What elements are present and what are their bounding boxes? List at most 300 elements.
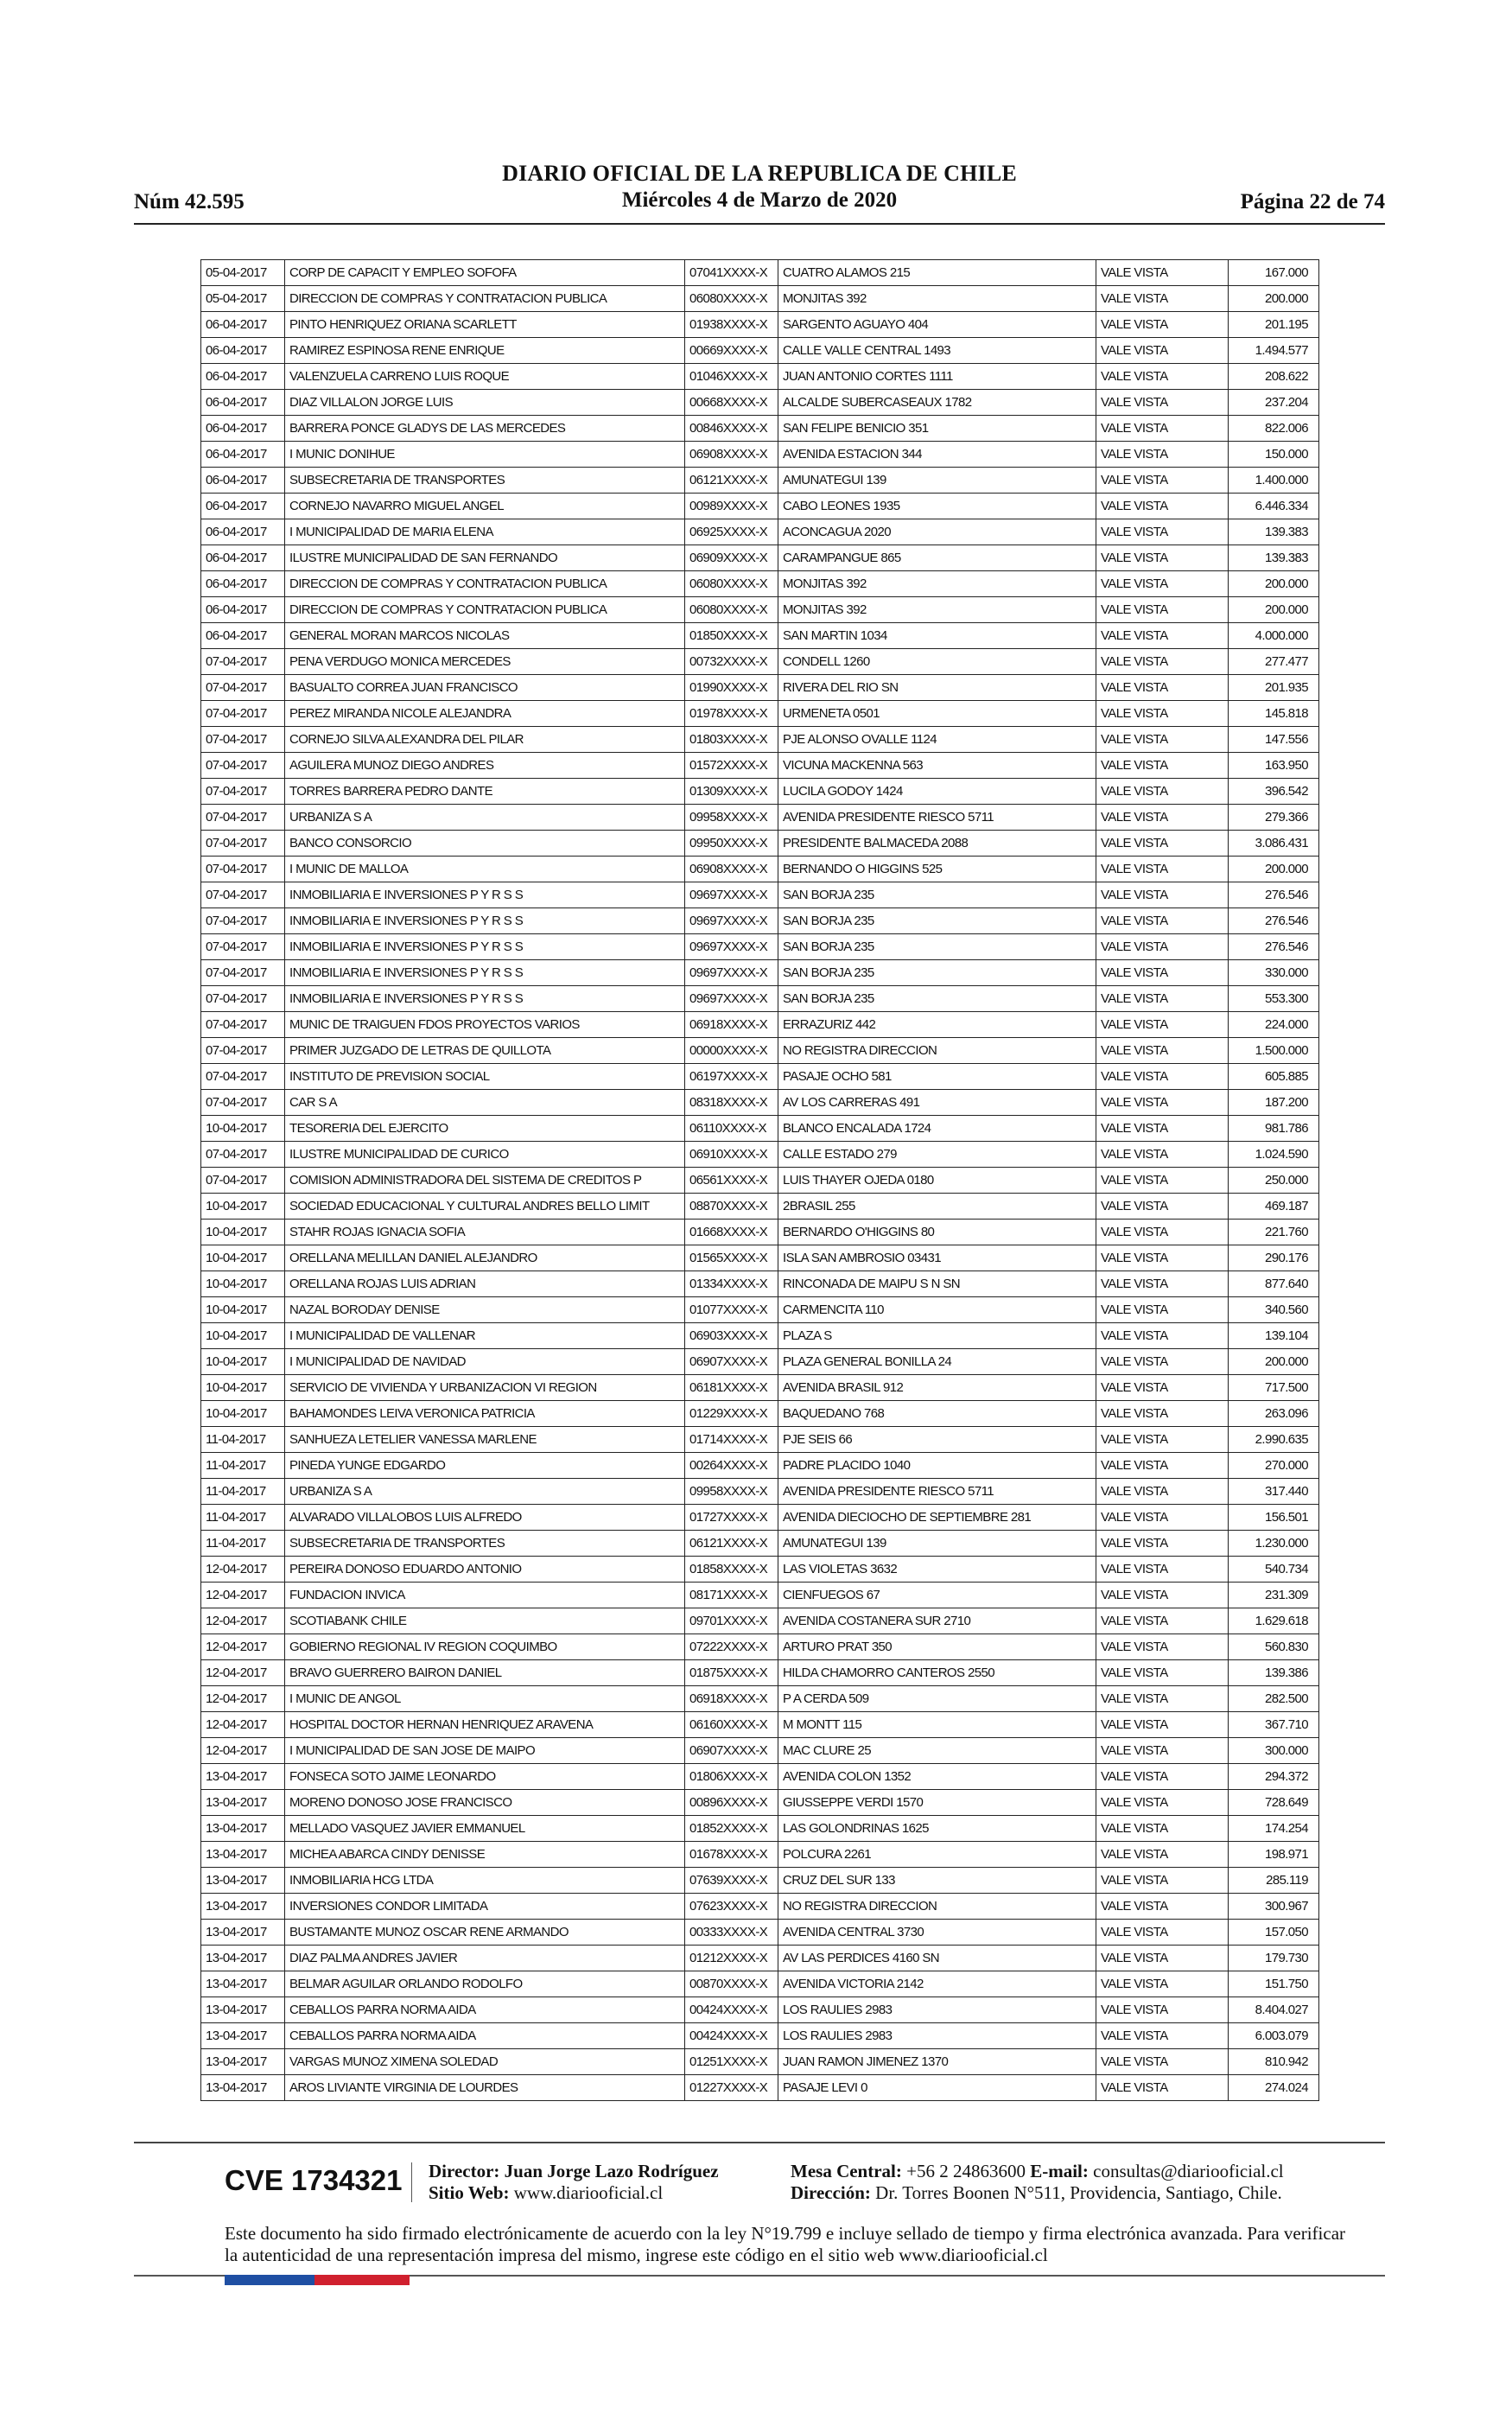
address-cell: SAN BORJA 235	[778, 908, 1096, 934]
instrument-cell: VALE VISTA	[1096, 1505, 1229, 1531]
table-row	[201, 1842, 1319, 1868]
cve-code: CVE 1734321	[225, 2164, 403, 2196]
instrument-cell: VALE VISTA	[1096, 545, 1229, 571]
address-cell: BLANCO ENCALADA 1724	[778, 1116, 1096, 1142]
instrument-cell: VALE VISTA	[1096, 1297, 1229, 1323]
table-row	[201, 468, 1319, 494]
name-cell: I MUNICIPALIDAD DE MARIA ELENA	[285, 519, 685, 545]
amount-cell: 1.024.590	[1229, 1142, 1319, 1168]
rut-cell: 01229XXXX-X	[685, 1401, 778, 1427]
name-cell: CORNEJO SILVA ALEXANDRA DEL PILAR	[285, 727, 685, 753]
table-row	[201, 960, 1319, 986]
table-row	[201, 1220, 1319, 1245]
name-cell: INMOBILIARIA E INVERSIONES P Y R S S	[285, 960, 685, 986]
address-label: Dirección:	[791, 2182, 871, 2203]
instrument-cell: VALE VISTA	[1096, 1583, 1229, 1608]
name-cell: PRIMER JUZGADO DE LETRAS DE QUILLOTA	[285, 1038, 685, 1064]
date-cell: 07-04-2017	[201, 727, 285, 753]
table-row	[201, 1090, 1319, 1116]
name-cell: MICHEA ABARCA CINDY DENISSE	[285, 1842, 685, 1868]
rut-cell: 09958XXXX-X	[685, 1479, 778, 1505]
amount-cell: 276.546	[1229, 908, 1319, 934]
date-cell: 07-04-2017	[201, 753, 285, 779]
address-cell: 2BRASIL 255	[778, 1194, 1096, 1220]
address-cell: SAN FELIPE BENICIO 351	[778, 416, 1096, 442]
contact-block	[791, 2161, 1284, 2204]
amount-cell: 237.204	[1229, 390, 1319, 416]
address-cell: MONJITAS 392	[778, 571, 1096, 597]
table-row	[201, 260, 1319, 286]
instrument-cell: VALE VISTA	[1096, 494, 1229, 519]
name-cell: SERVICIO DE VIVIENDA Y URBANIZACION VI REGION	[285, 1375, 685, 1401]
table-row	[201, 519, 1319, 545]
table-row	[201, 1479, 1319, 1505]
name-cell: SOCIEDAD EDUCACIONAL Y CULTURAL ANDRES BELLO LIMIT	[285, 1194, 685, 1220]
name-cell: MUNIC DE TRAIGUEN FDOS PROYECTOS VARIOS	[285, 1012, 685, 1038]
date-cell: 07-04-2017	[201, 1168, 285, 1194]
name-cell: ILUSTRE MUNICIPALIDAD DE CURICO	[285, 1142, 685, 1168]
address-cell: CALLE VALLE CENTRAL 1493	[778, 338, 1096, 364]
date-cell: 10-04-2017	[201, 1297, 285, 1323]
amount-cell: 157.050	[1229, 1920, 1319, 1946]
amount-cell: 6.003.079	[1229, 2023, 1319, 2049]
table-row	[201, 934, 1319, 960]
instrument-cell: VALE VISTA	[1096, 1790, 1229, 1816]
rut-cell: 06080XXXX-X	[685, 597, 778, 623]
instrument-cell: VALE VISTA	[1096, 2023, 1229, 2049]
table-row	[201, 1116, 1319, 1142]
address-cell: CUATRO ALAMOS 215	[778, 260, 1096, 286]
date-cell: 06-04-2017	[201, 545, 285, 571]
amount-cell: 396.542	[1229, 779, 1319, 805]
instrument-cell: VALE VISTA	[1096, 1064, 1229, 1090]
amount-cell: 276.546	[1229, 882, 1319, 908]
instrument-cell: VALE VISTA	[1096, 675, 1229, 701]
address-cell: AVENIDA VICTORIA 2142	[778, 1971, 1096, 1997]
table-row	[201, 1297, 1319, 1323]
instrument-cell: VALE VISTA	[1096, 1038, 1229, 1064]
instrument-cell: VALE VISTA	[1096, 597, 1229, 623]
instrument-cell: VALE VISTA	[1096, 1323, 1229, 1349]
name-cell: VALENZUELA CARRENO LUIS ROQUE	[285, 364, 685, 390]
rut-cell: 00668XXXX-X	[685, 390, 778, 416]
instrument-cell: VALE VISTA	[1096, 519, 1229, 545]
amount-cell: 6.446.334	[1229, 494, 1319, 519]
date-cell: 13-04-2017	[201, 1868, 285, 1894]
amount-cell: 300.000	[1229, 1738, 1319, 1764]
amount-cell: 156.501	[1229, 1505, 1319, 1531]
name-cell: PEREIRA DONOSO EDUARDO ANTONIO	[285, 1557, 685, 1583]
name-cell: PEREZ MIRANDA NICOLE ALEJANDRA	[285, 701, 685, 727]
address-cell: CARAMPANGUE 865	[778, 545, 1096, 571]
rut-cell: 01212XXXX-X	[685, 1946, 778, 1971]
amount-cell: 1.494.577	[1229, 338, 1319, 364]
address-cell: PRESIDENTE BALMACEDA 2088	[778, 831, 1096, 857]
amount-cell: 279.366	[1229, 805, 1319, 831]
rut-cell: 01727XXXX-X	[685, 1505, 778, 1531]
flag-bar-red	[314, 2275, 410, 2285]
table-row	[201, 597, 1319, 623]
instrument-cell: VALE VISTA	[1096, 2049, 1229, 2075]
rut-cell: 08171XXXX-X	[685, 1583, 778, 1608]
table-row	[201, 494, 1319, 519]
date-cell: 07-04-2017	[201, 1142, 285, 1168]
date-cell: 13-04-2017	[201, 1920, 285, 1946]
rut-cell: 01309XXXX-X	[685, 779, 778, 805]
amount-cell: 810.942	[1229, 2049, 1319, 2075]
amount-cell: 200.000	[1229, 286, 1319, 312]
amount-cell: 717.500	[1229, 1375, 1319, 1401]
address-cell: JUAN RAMON JIMENEZ 1370	[778, 2049, 1096, 2075]
instrument-cell: VALE VISTA	[1096, 882, 1229, 908]
table-row	[201, 1634, 1319, 1660]
address-cell: MAC CLURE 25	[778, 1738, 1096, 1764]
rut-cell: 01978XXXX-X	[685, 701, 778, 727]
name-cell: SCOTIABANK CHILE	[285, 1608, 685, 1634]
address-cell: ACONCAGUA 2020	[778, 519, 1096, 545]
amount-cell: 3.086.431	[1229, 831, 1319, 857]
date-cell: 07-04-2017	[201, 857, 285, 882]
instrument-cell: VALE VISTA	[1096, 779, 1229, 805]
table-row	[201, 701, 1319, 727]
amount-cell: 8.404.027	[1229, 1997, 1319, 2023]
name-cell: GENERAL MORAN MARCOS NICOLAS	[285, 623, 685, 649]
name-cell: INMOBILIARIA E INVERSIONES P Y R S S	[285, 882, 685, 908]
name-cell: GOBIERNO REGIONAL IV REGION COQUIMBO	[285, 1634, 685, 1660]
address-cell: CRUZ DEL SUR 133	[778, 1868, 1096, 1894]
table-row	[201, 312, 1319, 338]
amount-cell: 208.622	[1229, 364, 1319, 390]
address-cell: URMENETA 0501	[778, 701, 1096, 727]
address-cell: M MONTT 115	[778, 1712, 1096, 1738]
name-cell: SUBSECRETARIA DE TRANSPORTES	[285, 468, 685, 494]
date-cell: 12-04-2017	[201, 1712, 285, 1738]
publication-title: DIARIO OFICIAL DE LA REPUBLICA DE CHILE	[502, 161, 1017, 186]
date-cell: 10-04-2017	[201, 1220, 285, 1245]
rut-cell: 09697XXXX-X	[685, 986, 778, 1012]
name-cell: BANCO CONSORCIO	[285, 831, 685, 857]
rut-cell: 06160XXXX-X	[685, 1712, 778, 1738]
rut-cell: 00424XXXX-X	[685, 2023, 778, 2049]
amount-cell: 605.885	[1229, 1064, 1319, 1090]
table-row	[201, 1349, 1319, 1375]
table-row	[201, 1453, 1319, 1479]
amount-cell: 877.640	[1229, 1271, 1319, 1297]
table-row	[201, 805, 1319, 831]
rut-cell: 00264XXXX-X	[685, 1453, 778, 1479]
table-row	[201, 1323, 1319, 1349]
table-row	[201, 1505, 1319, 1531]
director-block	[429, 2161, 719, 2204]
rut-cell: 01227XXXX-X	[685, 2075, 778, 2101]
instrument-cell: VALE VISTA	[1096, 286, 1229, 312]
rut-cell: 01714XXXX-X	[685, 1427, 778, 1453]
date-cell: 13-04-2017	[201, 1894, 285, 1920]
date-cell: 10-04-2017	[201, 1245, 285, 1271]
name-cell: HOSPITAL DOCTOR HERNAN HENRIQUEZ ARAVENA	[285, 1712, 685, 1738]
name-cell: DIRECCION DE COMPRAS Y CONTRATACION PUBLICA	[285, 597, 685, 623]
address-cell: PLAZA GENERAL BONILLA 24	[778, 1349, 1096, 1375]
name-cell: MELLADO VASQUEZ JAVIER EMMANUEL	[285, 1816, 685, 1842]
name-cell: INMOBILIARIA E INVERSIONES P Y R S S	[285, 908, 685, 934]
date-cell: 07-04-2017	[201, 934, 285, 960]
table-row	[201, 1971, 1319, 1997]
rut-cell: 00870XXXX-X	[685, 1971, 778, 1997]
name-cell: AGUILERA MUNOZ DIEGO ANDRES	[285, 753, 685, 779]
instrument-cell: VALE VISTA	[1096, 390, 1229, 416]
address-cell: PJE SEIS 66	[778, 1427, 1096, 1453]
rut-cell: 00424XXXX-X	[685, 1997, 778, 2023]
date-cell: 07-04-2017	[201, 675, 285, 701]
instrument-cell: VALE VISTA	[1096, 1375, 1229, 1401]
table-row	[201, 364, 1319, 390]
rut-cell: 09697XXXX-X	[685, 934, 778, 960]
address-cell: AV LOS CARRERAS 491	[778, 1090, 1096, 1116]
amount-cell: 560.830	[1229, 1634, 1319, 1660]
instrument-cell: VALE VISTA	[1096, 1168, 1229, 1194]
address-cell: NO REGISTRA DIRECCION	[778, 1894, 1096, 1920]
instrument-cell: VALE VISTA	[1096, 364, 1229, 390]
rut-cell: 06110XXXX-X	[685, 1116, 778, 1142]
instrument-cell: VALE VISTA	[1096, 960, 1229, 986]
rut-cell: 06910XXXX-X	[685, 1142, 778, 1168]
instrument-cell: VALE VISTA	[1096, 805, 1229, 831]
table-row	[201, 649, 1319, 675]
name-cell: I MUNIC DE ANGOL	[285, 1686, 685, 1712]
name-cell: INSTITUTO DE PREVISION SOCIAL	[285, 1064, 685, 1090]
name-cell: CEBALLOS PARRA NORMA AIDA	[285, 2023, 685, 2049]
date-cell: 06-04-2017	[201, 390, 285, 416]
table-row	[201, 986, 1319, 1012]
table-row	[201, 571, 1319, 597]
amount-cell: 221.760	[1229, 1220, 1319, 1245]
table-row	[201, 338, 1319, 364]
name-cell: I MUNICIPALIDAD DE SAN JOSE DE MAIPO	[285, 1738, 685, 1764]
name-cell: PINTO HENRIQUEZ ORIANA SCARLETT	[285, 312, 685, 338]
table-row	[201, 1427, 1319, 1453]
instrument-cell: VALE VISTA	[1096, 649, 1229, 675]
rut-cell: 01678XXXX-X	[685, 1842, 778, 1868]
amount-cell: 2.990.635	[1229, 1427, 1319, 1453]
instrument-cell: VALE VISTA	[1096, 1816, 1229, 1842]
date-cell: 07-04-2017	[201, 1012, 285, 1038]
instrument-cell: VALE VISTA	[1096, 442, 1229, 468]
rut-cell: 06181XXXX-X	[685, 1375, 778, 1401]
amount-cell: 201.195	[1229, 312, 1319, 338]
date-cell: 11-04-2017	[201, 1453, 285, 1479]
amount-cell: 263.096	[1229, 1401, 1319, 1427]
name-cell: DIRECCION DE COMPRAS Y CONTRATACION PUBLICA	[285, 286, 685, 312]
rut-cell: 01806XXXX-X	[685, 1764, 778, 1790]
header-divider	[134, 223, 1385, 225]
amount-cell: 139.386	[1229, 1660, 1319, 1686]
rut-cell: 08318XXXX-X	[685, 1090, 778, 1116]
rut-cell: 01565XXXX-X	[685, 1245, 778, 1271]
amount-cell: 330.000	[1229, 960, 1319, 986]
table-row	[201, 1946, 1319, 1971]
amount-cell: 147.556	[1229, 727, 1319, 753]
name-cell: ORELLANA ROJAS LUIS ADRIAN	[285, 1271, 685, 1297]
name-cell: RAMIREZ ESPINOSA RENE ENRIQUE	[285, 338, 685, 364]
amount-cell: 270.000	[1229, 1453, 1319, 1479]
name-cell: INMOBILIARIA E INVERSIONES P Y R S S	[285, 986, 685, 1012]
footer-separator	[411, 2162, 412, 2202]
instrument-cell: VALE VISTA	[1096, 2075, 1229, 2101]
address-cell: SAN BORJA 235	[778, 882, 1096, 908]
address-cell: AVENIDA PRESIDENTE RIESCO 5711	[778, 1479, 1096, 1505]
address-cell: CONDELL 1260	[778, 649, 1096, 675]
table-row	[201, 882, 1319, 908]
amount-cell: 200.000	[1229, 571, 1319, 597]
table-row	[201, 727, 1319, 753]
date-cell: 10-04-2017	[201, 1349, 285, 1375]
issue-number: Núm 42.595	[134, 190, 245, 213]
date-cell: 07-04-2017	[201, 986, 285, 1012]
address-cell: LOS RAULIES 2983	[778, 2023, 1096, 2049]
rut-cell: 09697XXXX-X	[685, 960, 778, 986]
site-link[interactable]: www.diariooficial.cl	[513, 2182, 664, 2203]
name-cell: DIRECCION DE COMPRAS Y CONTRATACION PUBLICA	[285, 571, 685, 597]
address-cell: PASAJE LEVI 0	[778, 2075, 1096, 2101]
address-cell: SARGENTO AGUAYO 404	[778, 312, 1096, 338]
table-row	[201, 753, 1319, 779]
table-row	[201, 1012, 1319, 1038]
amount-cell: 277.477	[1229, 649, 1319, 675]
address-cell: CIENFUEGOS 67	[778, 1583, 1096, 1608]
name-cell: AROS LIVIANTE VIRGINIA DE LOURDES	[285, 2075, 685, 2101]
mesa-phone: +56 2 24863600	[906, 2161, 1026, 2181]
instrument-cell: VALE VISTA	[1096, 1842, 1229, 1868]
date-cell: 07-04-2017	[201, 1090, 285, 1116]
rut-cell: 01334XXXX-X	[685, 1271, 778, 1297]
date-cell: 07-04-2017	[201, 805, 285, 831]
rut-cell: 00732XXXX-X	[685, 649, 778, 675]
amount-cell: 139.383	[1229, 545, 1319, 571]
rut-cell: 09697XXXX-X	[685, 908, 778, 934]
rut-cell: 06080XXXX-X	[685, 571, 778, 597]
name-cell: MORENO DONOSO JOSE FRANCISCO	[285, 1790, 685, 1816]
address-cell: GIUSSEPPE VERDI 1570	[778, 1790, 1096, 1816]
table-row	[201, 1557, 1319, 1583]
amount-cell: 285.119	[1229, 1868, 1319, 1894]
instrument-cell: VALE VISTA	[1096, 416, 1229, 442]
rut-cell: 07639XXXX-X	[685, 1868, 778, 1894]
rut-cell: 06925XXXX-X	[685, 519, 778, 545]
table-row	[201, 416, 1319, 442]
name-cell: CORNEJO NAVARRO MIGUEL ANGEL	[285, 494, 685, 519]
name-cell: URBANIZA S A	[285, 1479, 685, 1505]
amount-cell: 179.730	[1229, 1946, 1319, 1971]
date-cell: 06-04-2017	[201, 519, 285, 545]
instrument-cell: VALE VISTA	[1096, 623, 1229, 649]
address-cell: LAS GOLONDRINAS 1625	[778, 1816, 1096, 1842]
date-cell: 06-04-2017	[201, 364, 285, 390]
date-cell: 10-04-2017	[201, 1323, 285, 1349]
address-cell: RINCONADA DE MAIPU S N SN	[778, 1271, 1096, 1297]
instrument-cell: VALE VISTA	[1096, 1220, 1229, 1245]
amount-cell: 274.024	[1229, 2075, 1319, 2101]
address-cell: SAN BORJA 235	[778, 960, 1096, 986]
name-cell: URBANIZA S A	[285, 805, 685, 831]
table-row	[201, 1712, 1319, 1738]
address-cell: JUAN ANTONIO CORTES 1111	[778, 364, 1096, 390]
instrument-cell: VALE VISTA	[1096, 1531, 1229, 1557]
address-value: Dr. Torres Boonen N°511, Providencia, Santiago, Chile.	[875, 2182, 1282, 2203]
rut-cell: 01046XXXX-X	[685, 364, 778, 390]
amount-cell: 981.786	[1229, 1116, 1319, 1142]
table-row	[201, 1245, 1319, 1271]
date-cell: 06-04-2017	[201, 571, 285, 597]
name-cell: BARRERA PONCE GLADYS DE LAS MERCEDES	[285, 416, 685, 442]
address-cell: SAN BORJA 235	[778, 934, 1096, 960]
date-cell: 13-04-2017	[201, 2023, 285, 2049]
instrument-cell: VALE VISTA	[1096, 1738, 1229, 1764]
address-cell: NO REGISTRA DIRECCION	[778, 1038, 1096, 1064]
rut-cell: 06197XXXX-X	[685, 1064, 778, 1090]
amount-cell: 200.000	[1229, 857, 1319, 882]
date-cell: 07-04-2017	[201, 701, 285, 727]
address-cell: MONJITAS 392	[778, 286, 1096, 312]
date-cell: 06-04-2017	[201, 312, 285, 338]
instrument-cell: VALE VISTA	[1096, 1971, 1229, 1997]
address-cell: ARTURO PRAT 350	[778, 1634, 1096, 1660]
address-cell: SAN BORJA 235	[778, 986, 1096, 1012]
instrument-cell: VALE VISTA	[1096, 1479, 1229, 1505]
rut-cell: 06561XXXX-X	[685, 1168, 778, 1194]
date-cell: 12-04-2017	[201, 1686, 285, 1712]
email-link[interactable]: consultas@diariooficial.cl	[1093, 2161, 1284, 2181]
rut-cell: 00000XXXX-X	[685, 1038, 778, 1064]
rut-cell: 06909XXXX-X	[685, 545, 778, 571]
rut-cell: 06121XXXX-X	[685, 468, 778, 494]
table-row	[201, 286, 1319, 312]
email-label: E-mail:	[1030, 2161, 1089, 2181]
table-row	[201, 1894, 1319, 1920]
address-cell: RIVERA DEL RIO SN	[778, 675, 1096, 701]
address-cell: PASAJE OCHO 581	[778, 1064, 1096, 1090]
address-cell: LAS VIOLETAS 3632	[778, 1557, 1096, 1583]
address-cell: LUIS THAYER OJEDA 0180	[778, 1168, 1096, 1194]
table-row	[201, 779, 1319, 805]
amount-cell: 1.500.000	[1229, 1038, 1319, 1064]
date-cell: 07-04-2017	[201, 831, 285, 857]
address-cell: CABO LEONES 1935	[778, 494, 1096, 519]
rut-cell: 01668XXXX-X	[685, 1220, 778, 1245]
date-cell: 07-04-2017	[201, 649, 285, 675]
address-cell: POLCURA 2261	[778, 1842, 1096, 1868]
date-cell: 13-04-2017	[201, 1842, 285, 1868]
name-cell: BASUALTO CORREA JUAN FRANCISCO	[285, 675, 685, 701]
instrument-cell: VALE VISTA	[1096, 1608, 1229, 1634]
date-cell: 13-04-2017	[201, 1946, 285, 1971]
instrument-cell: VALE VISTA	[1096, 1349, 1229, 1375]
instrument-cell: VALE VISTA	[1096, 1894, 1229, 1920]
name-cell: ALVARADO VILLALOBOS LUIS ALFREDO	[285, 1505, 685, 1531]
address-cell: CARMENCITA 110	[778, 1297, 1096, 1323]
table-row	[201, 1038, 1319, 1064]
date-cell: 05-04-2017	[201, 286, 285, 312]
amount-cell: 231.309	[1229, 1583, 1319, 1608]
instrument-cell: VALE VISTA	[1096, 1194, 1229, 1220]
amount-cell: 290.176	[1229, 1245, 1319, 1271]
address-cell: ISLA SAN AMBROSIO 03431	[778, 1245, 1096, 1271]
instrument-cell: VALE VISTA	[1096, 468, 1229, 494]
name-cell: INMOBILIARIA HCG LTDA	[285, 1868, 685, 1894]
instrument-cell: VALE VISTA	[1096, 908, 1229, 934]
instrument-cell: VALE VISTA	[1096, 701, 1229, 727]
amount-cell: 367.710	[1229, 1712, 1319, 1738]
address-cell: BAQUEDANO 768	[778, 1401, 1096, 1427]
